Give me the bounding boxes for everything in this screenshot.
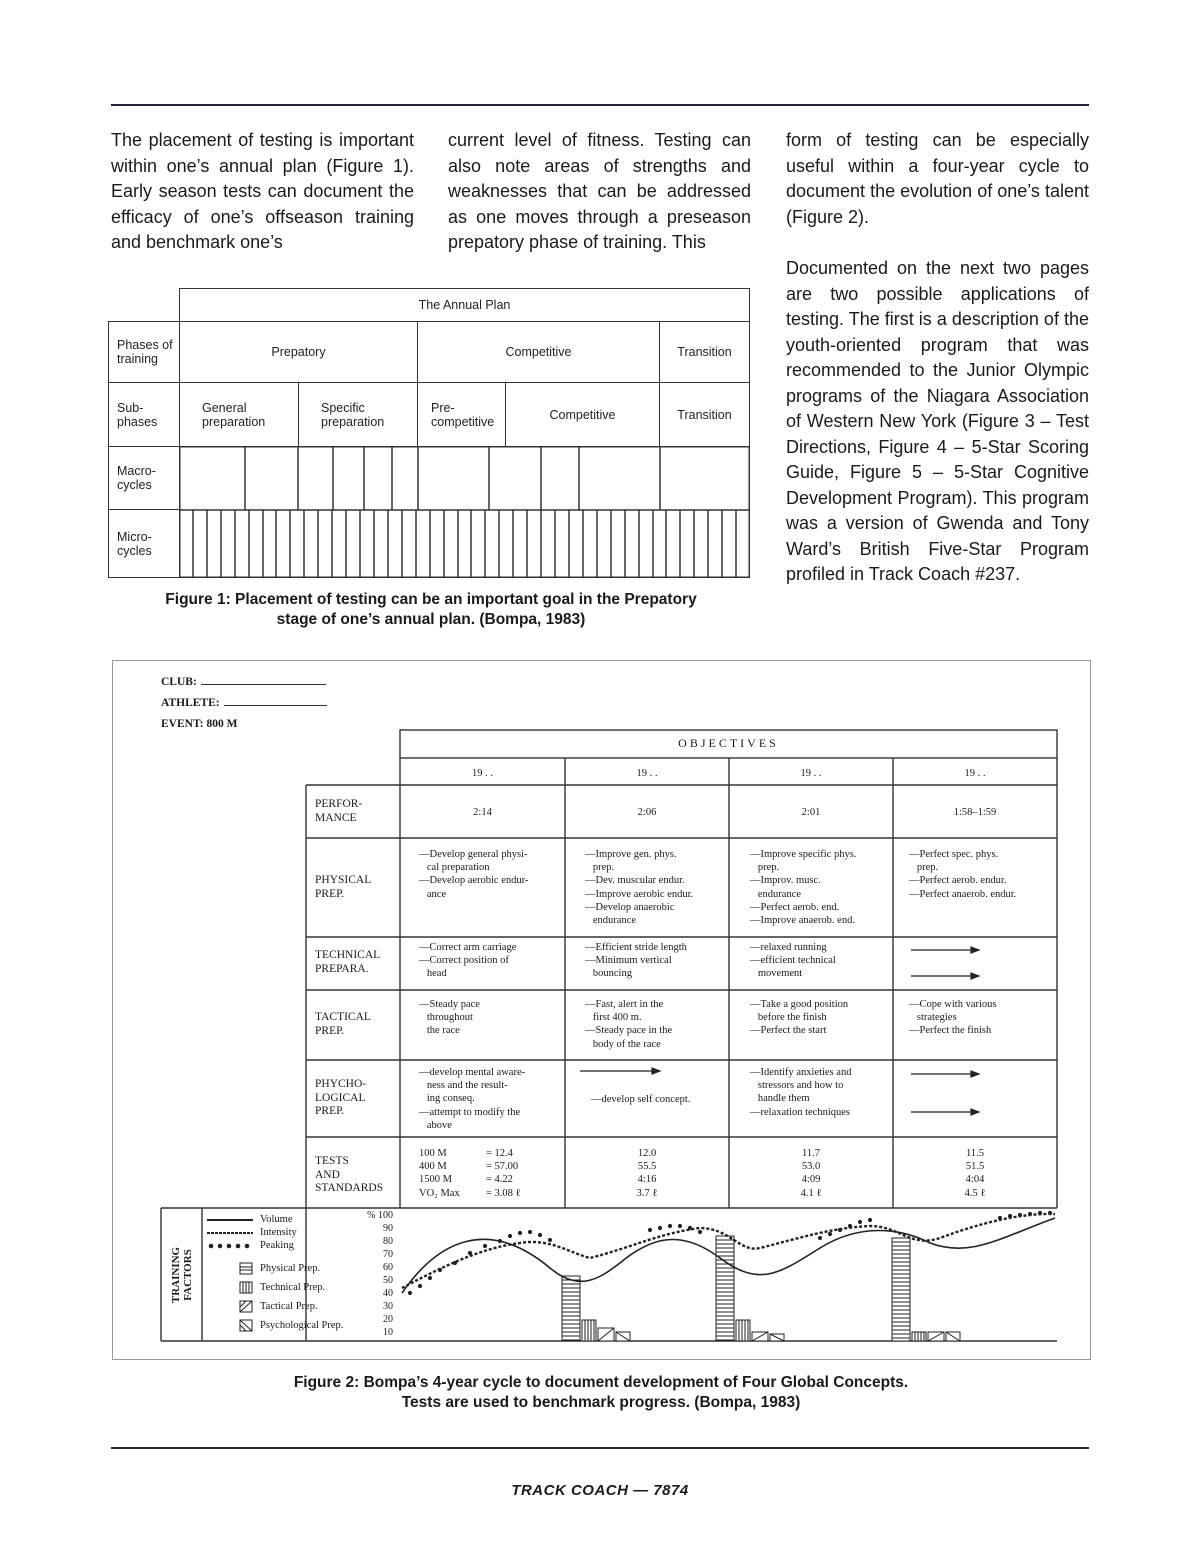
- peaking-dot: [1028, 1212, 1032, 1216]
- peaking-dot: [428, 1276, 432, 1280]
- legend-symbols: [205, 1212, 257, 1337]
- percent-label: 40: [383, 1288, 393, 1299]
- bottom-rule: [111, 1447, 1089, 1449]
- peaking-dot: [1008, 1214, 1012, 1218]
- year-label-2: 19 . .: [636, 768, 658, 779]
- percent-label: 50: [383, 1275, 393, 1286]
- physical-year-3: —Improve specific phys. prep. —Improv. musc. endurance —Perfect aerob. end. —Improve anaerob. end.: [750, 849, 857, 927]
- row-label-subphases: Sub-phases: [108, 382, 180, 447]
- figure-1-annual-plan: [108, 288, 750, 578]
- body-column-3: [786, 128, 1089, 600]
- subphase-competitive: Competitive: [505, 382, 660, 447]
- phase-transition: Transition: [659, 321, 750, 383]
- peaking-dot: [483, 1244, 487, 1248]
- peaking-dot: [678, 1224, 682, 1228]
- physical-year-2: —Improve gen. phys. prep. —Dev. muscular endur. —Improve aerobic endur. —Develop anaerobic endurance: [585, 849, 694, 927]
- peaking-dot: [648, 1228, 652, 1232]
- peaking-dot: [418, 1284, 422, 1288]
- tests-year-1-values: = 12.4 = 57.00 = 4.22 = 3.08 ℓ: [486, 1148, 521, 1199]
- column-3-paragraph-1: form of testing can be especially useful within a four-year cycle to document the evolution of one’s talent (Figure 2).: [786, 130, 1089, 227]
- club-field: CLUB:: [161, 676, 326, 690]
- peaking-dot: [698, 1230, 702, 1234]
- peaking-dot: [518, 1231, 522, 1235]
- subphase-pre-competitive: Pre-competitive: [417, 382, 506, 447]
- figure-1-caption-line-1: Figure 1: Placement of testing can be an important goal in the Prepatory: [165, 591, 697, 608]
- legend-technical-prep: Technical Prep.: [260, 1282, 326, 1293]
- body-column-2: [448, 128, 751, 268]
- year-label-4: 19 . .: [964, 768, 986, 779]
- performance-year-3: 2:01: [801, 807, 821, 818]
- row-label-technical: TECHNICAL PREPARA.: [315, 949, 381, 975]
- peaking-dot: [408, 1291, 412, 1295]
- legend-peaking: Peaking: [260, 1240, 294, 1251]
- row-label-microcycles: Micro-cycles: [108, 509, 180, 578]
- percent-label: 30: [383, 1301, 393, 1312]
- percent-label: 10: [383, 1327, 393, 1338]
- legend-physical-prep: Physical Prep.: [260, 1263, 321, 1274]
- training-factor-curves: [400, 1208, 1057, 1341]
- peaking-dot: [468, 1251, 472, 1255]
- peaking-dot: [838, 1228, 842, 1232]
- peaking-dot: [668, 1224, 672, 1228]
- figure-2-caption-line-1: Figure 2: Bompa’s 4-year cycle to document development of Four Global Concepts.: [293, 1374, 909, 1391]
- performance-year-2: 2:06: [637, 807, 657, 818]
- top-rule: [111, 104, 1089, 106]
- row-label-tests: TESTS AND STANDARDS: [315, 1155, 384, 1194]
- percent-label: 90: [383, 1223, 393, 1234]
- peaking-dot: [438, 1268, 442, 1272]
- subphase-specific-preparation: Specific preparation: [298, 382, 418, 447]
- performance-year-1: 2:14: [473, 807, 492, 818]
- percent-label: 20: [383, 1314, 393, 1325]
- training-factors-label: TRAINING FACTORS: [170, 1246, 195, 1304]
- peaking-dot: [688, 1226, 692, 1230]
- objectives-heading: OBJECTIVES: [678, 736, 779, 750]
- body-column-1: [111, 128, 414, 268]
- tactical-year-1: —Steady pace throughout the race: [419, 999, 480, 1037]
- peaking-dot: [548, 1238, 552, 1242]
- figure-2-caption-line-2: Tests are used to benchmark progress. (Bompa, 1983): [401, 1394, 801, 1411]
- year-label-1: 19 . .: [472, 768, 493, 779]
- legend-tactical-prep: Tactical Prep.: [260, 1301, 318, 1312]
- figure-1-caption: [111, 590, 751, 630]
- psychological-arrows-year-4: [909, 1067, 989, 1117]
- peaking-dot: [508, 1234, 512, 1238]
- tests-year-1-names: 100 M 400 M 1500 M VO₂ Max: [419, 1148, 460, 1199]
- peaking-dot: [858, 1220, 862, 1224]
- psychological-year-3: —Identify anxieties and stressors and how to handle them —relaxation techniques: [750, 1067, 852, 1118]
- peaking-dot: [848, 1224, 852, 1228]
- annual-plan-title: The Annual Plan: [179, 288, 750, 322]
- column-3-paragraph-2: Documented on the next two pages are two possible applications of testing. The first is a description of the youth-oriented program that was recommended to the Junior Olympic programs of the Niagara Association of Western New York (Figure 3 – Test Directions, Figure 4 – 5-Star Scoring Guide, Figure 5 – 5-Star Cognitive Development Program). This program was a version of Gwenda and Tony Ward’s British Five-Star Program profiled in Track Coach #237.: [786, 258, 1089, 584]
- performance-year-4: 1:58–1:59: [953, 807, 997, 818]
- figure-2-caption: [111, 1373, 1091, 1413]
- psychological-arrow-year-2: [578, 1064, 668, 1078]
- legend-intensity: Intensity: [260, 1227, 297, 1238]
- tests-year-3: 11.7 53.0 4:09 4.1 ℓ: [800, 1148, 822, 1199]
- technical-arrows: [909, 943, 989, 983]
- row-label-psychological: PHYCHO- LOGICAL PREP.: [315, 1078, 367, 1117]
- peaking-dot: [828, 1232, 832, 1236]
- peaking-dot: [538, 1233, 542, 1237]
- phase-competitive: Competitive: [417, 321, 660, 383]
- tactical-year-3: —Take a good position before the finish —Perfect the start: [750, 999, 849, 1037]
- peaking-dot: [528, 1230, 532, 1234]
- row-label-physical: PHYSICAL PREP.: [315, 874, 372, 900]
- peaking-dot: [1018, 1213, 1022, 1217]
- subphase-general-preparation: General preparation: [179, 382, 299, 447]
- row-label-performance: PERFOR- MANCE: [315, 798, 363, 824]
- row-label-phases: Phases of training: [108, 321, 180, 383]
- physical-year-1: —Develop general physi- cal preparation —Develop aerobic endur- ance: [419, 849, 529, 900]
- page-footer: TRACK COACH — 7874: [511, 1482, 689, 1499]
- peaking-dot: [868, 1218, 872, 1222]
- subphase-transition: Transition: [659, 382, 750, 447]
- legend-volume: Volume: [260, 1214, 293, 1225]
- percent-label: 60: [383, 1262, 393, 1273]
- percent-label: % 100: [367, 1210, 393, 1221]
- peaking-dot: [658, 1226, 662, 1230]
- physical-year-4: —Perfect spec. phys. prep. —Perfect aerob. endur. —Perfect anaerob. endur.: [909, 849, 1017, 900]
- event-field: EVENT: 800 M: [161, 718, 238, 730]
- figure-2-four-year-cycle: [112, 660, 1091, 1360]
- peaking-dot: [1048, 1211, 1052, 1215]
- macro-micro-grid: [179, 446, 750, 578]
- percent-label: 80: [383, 1236, 393, 1247]
- technical-year-1: —Correct arm carriage —Correct position of head: [419, 942, 517, 980]
- psychological-year-1: —develop mental aware- ness and the result- ing conseq. —attempt to modify the above: [419, 1067, 526, 1131]
- percent-label: 70: [383, 1249, 393, 1260]
- tests-year-2: 12.0 55.5 4:16 3.7 ℓ: [636, 1148, 658, 1199]
- row-label-tactical: TACTICAL PREP.: [315, 1011, 371, 1037]
- tactical-year-4: —Cope with various strategies —Perfect the finish: [909, 999, 997, 1037]
- peaking-dot: [453, 1261, 457, 1265]
- phase-prepatory: Prepatory: [179, 321, 418, 383]
- peaking-dot: [1038, 1211, 1042, 1215]
- row-label-macrocycles: Macro-cycles: [108, 446, 180, 510]
- peaking-dot: [498, 1239, 502, 1243]
- column-2-text: current level of fitness. Testing can also note areas of strengths and weaknesses that can be addressed as one moves through a preseason prepatory phase of training. This: [448, 130, 751, 252]
- figure-1-caption-line-2: stage of one’s annual plan. (Bompa, 1983): [276, 611, 586, 628]
- peaking-dot: [818, 1236, 822, 1240]
- technical-year-2: —Efficient stride length —Minimum vertical bouncing: [585, 942, 687, 980]
- athlete-field: ATHLETE:: [161, 697, 327, 711]
- technical-year-3: —relaxed running —efficient technical movement: [750, 942, 836, 980]
- legend-psychological-prep: Psychological Prep.: [260, 1320, 344, 1331]
- year-label-3: 19 . .: [800, 768, 822, 779]
- column-1-text: The placement of testing is important within one’s annual plan (Figure 1). Early season tests can document the efficacy of one’s offseason training and benchmark one’s: [111, 130, 414, 252]
- psychological-year-2: —develop self concept.: [591, 1094, 691, 1105]
- peaking-dot: [998, 1216, 1002, 1220]
- tactical-year-2: —Fast, alert in the first 400 m. —Steady pace in the body of the race: [585, 999, 673, 1050]
- percent-scale: [363, 1210, 395, 1340]
- tests-year-4: 11.5 51.5 4:04 4.5 ℓ: [964, 1148, 986, 1199]
